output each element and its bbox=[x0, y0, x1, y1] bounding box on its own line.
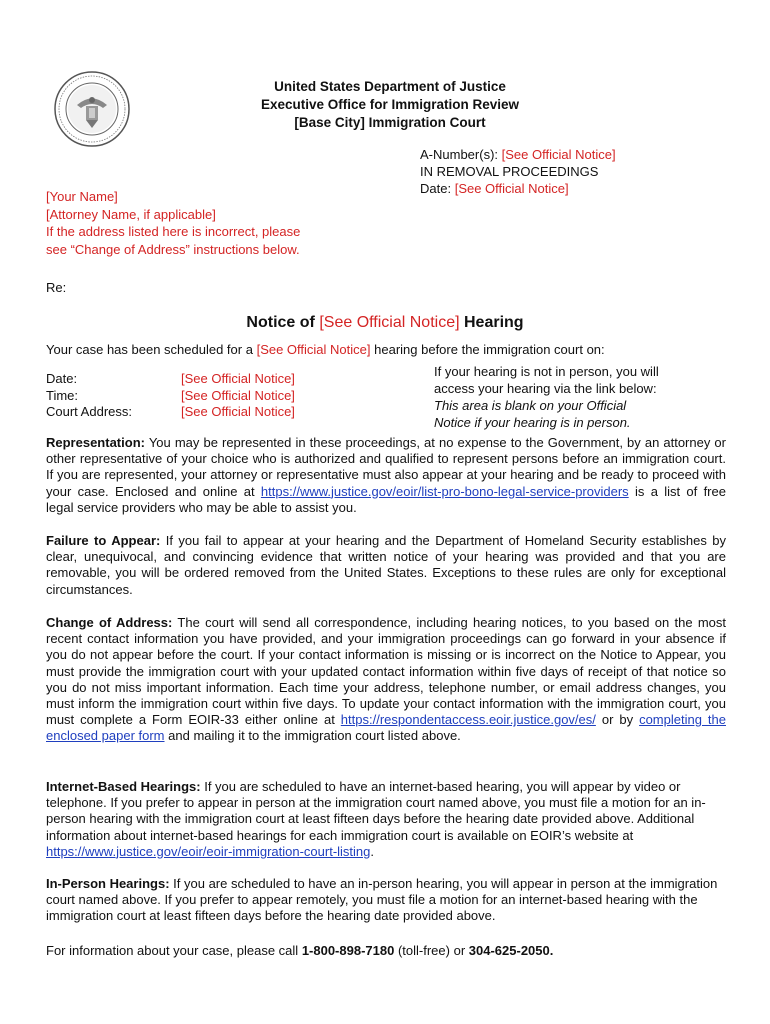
internet-hearings-section bbox=[46, 779, 726, 860]
court-address-value: [See Official Notice] bbox=[181, 404, 295, 419]
failure-heading: Failure to Appear: bbox=[46, 533, 161, 548]
hearing-values bbox=[181, 371, 295, 421]
hearing-date-value: [See Official Notice] bbox=[181, 371, 295, 386]
inperson-text: If you are scheduled to have an in-person hearing, you will appear in person at the immigration court named above. If you prefer to appear remotely, you must file a motion for an internet-based hearing with the immigration court at least fifteen days before the hearing date provided above. bbox=[46, 876, 718, 924]
representation-text-after: is a list of free legal service providers who may be able to assist you. bbox=[46, 483, 726, 515]
inperson-hearings-section bbox=[46, 876, 726, 925]
remote-line-1: If your hearing is not in person, you will bbox=[434, 364, 659, 379]
contact-end: . bbox=[549, 943, 554, 958]
re-label: Re: bbox=[46, 280, 67, 295]
recipient-name: [Your Name] bbox=[46, 189, 118, 204]
intro-suffix: hearing before the immigration court on: bbox=[374, 342, 605, 357]
office-name: Executive Office for Immigration Review bbox=[260, 97, 520, 112]
title-placeholder: [See Official Notice] bbox=[319, 314, 460, 331]
internet-text: If you are scheduled to have an internet-based hearing, you will appear by video or telephone. If you prefer to appear in person at the immigration court named above, you must file a motion for an in-person hearing with the immigration court at least fifteen days before the hearing date provided above. Additional information about internet-based hearings for each immigration court is available on EOIR’s website at bbox=[46, 779, 706, 843]
agency-name: United States Department of Justice bbox=[274, 79, 506, 94]
change-address-section bbox=[46, 615, 726, 745]
intro-placeholder: [See Official Notice] bbox=[256, 342, 371, 357]
recipient-address bbox=[46, 188, 300, 258]
contact-mid: (toll-free) or bbox=[397, 943, 466, 958]
change-address-end: and mailing it to the immigration court listed above. bbox=[168, 728, 461, 744]
a-number-value: [See Official Notice] bbox=[501, 147, 616, 162]
attorney-name: [Attorney Name, if applicable] bbox=[46, 206, 216, 222]
doj-seal bbox=[53, 70, 131, 148]
contact-line bbox=[46, 943, 726, 959]
seal-icon bbox=[53, 70, 131, 148]
notice-date-label: Date: bbox=[420, 181, 452, 196]
change-address-mid: or by bbox=[601, 712, 634, 728]
title-suffix: Hearing bbox=[464, 314, 524, 331]
paper-form-link[interactable]: completing the enclosed paper form bbox=[46, 712, 726, 744]
inperson-heading: In-Person Hearings: bbox=[46, 876, 170, 891]
letterhead bbox=[150, 78, 630, 132]
notice-date-line bbox=[420, 180, 616, 197]
case-info bbox=[420, 146, 616, 197]
court-name: [Base City] Immigration Court bbox=[294, 115, 486, 130]
title-prefix: Notice of bbox=[246, 314, 315, 331]
hearing-labels bbox=[46, 371, 132, 421]
a-number-line bbox=[420, 146, 616, 163]
local-phone: 304-625-2050 bbox=[468, 943, 550, 958]
representation-section bbox=[46, 435, 726, 516]
hearing-time-label: Time: bbox=[46, 387, 79, 403]
address-note-2: see “Change of Address” instructions below. bbox=[46, 241, 300, 257]
failure-section bbox=[46, 533, 726, 598]
court-listing-link[interactable]: https://www.justice.gov/eoir/eoir-immigration-court-listing bbox=[46, 843, 371, 859]
hearing-date-label: Date: bbox=[46, 371, 78, 386]
pro-bono-link[interactable]: https://www.justice.gov/eoir/list-pro-bono-legal-service-providers bbox=[260, 483, 629, 499]
proceedings-type: IN REMOVAL PROCEEDINGS bbox=[420, 164, 599, 179]
respondent-access-link[interactable]: https://respondentaccess.eoir.justice.gov/es/ bbox=[340, 712, 596, 728]
failure-text: If you fail to appear at your hearing and the Department of Homeland Security establishes by clear, unequivocal, and convincing evidence that written notice of your hearing was provided and that you are removable, you will be ordered removed from the United States. Exceptions to these rules are only for exceptional circumstances. bbox=[46, 533, 726, 597]
change-address-heading: Change of Address: bbox=[46, 615, 173, 630]
court-address-label: Court Address: bbox=[46, 404, 132, 419]
representation-heading: Representation: bbox=[46, 435, 145, 450]
notice-date-value: [See Official Notice] bbox=[454, 181, 569, 196]
remote-line-4: Notice if your hearing is in person. bbox=[434, 415, 631, 430]
toll-free-phone: 1-800-898-7180 bbox=[301, 943, 395, 958]
representation-text: You may be represented in these proceedings, at no expense to the Government, by an attorney or other representative of your choice who is authorized and qualified to represent persons before an immigration court. If you are represented, your attorney or representative must also appear at your hearing and be ready to proceed with your case. Enclosed and online at bbox=[46, 435, 726, 499]
contact-text: For information about your case, please call bbox=[46, 943, 299, 958]
internet-heading: Internet-Based Hearings: bbox=[46, 779, 201, 794]
notice-title bbox=[0, 314, 770, 332]
a-number-label: A-Number(s): bbox=[420, 147, 499, 162]
remote-line-3: This area is blank on your Official bbox=[434, 398, 627, 413]
intro-line bbox=[46, 342, 605, 357]
hearing-time-value: [See Official Notice] bbox=[181, 387, 295, 403]
address-note-1: If the address listed here is incorrect, please bbox=[46, 224, 301, 239]
change-address-text: The court will send all correspondence, including hearing notices, to you based on the most recent contact information you have provided, and your immigration proceedings can go forward in your absence if you do not appear before the court. If your contact information is missing or is incorrect on the Notice to Appear, you must provide the immigration court with your updated contact information within five days of receipt of that notice so you do not miss important information. Each time your address, telephone number, or email address changes, you must inform the immigration court within five days. To update your contact information with the immigration court, you must complete a Form EOIR-33 either online at bbox=[46, 615, 726, 728]
intro-prefix: Your case has been scheduled for a bbox=[46, 342, 253, 357]
remote-hearing-notice bbox=[434, 363, 734, 431]
internet-text-end: . bbox=[370, 843, 375, 859]
remote-line-2: access your hearing via the link below: bbox=[434, 381, 657, 396]
